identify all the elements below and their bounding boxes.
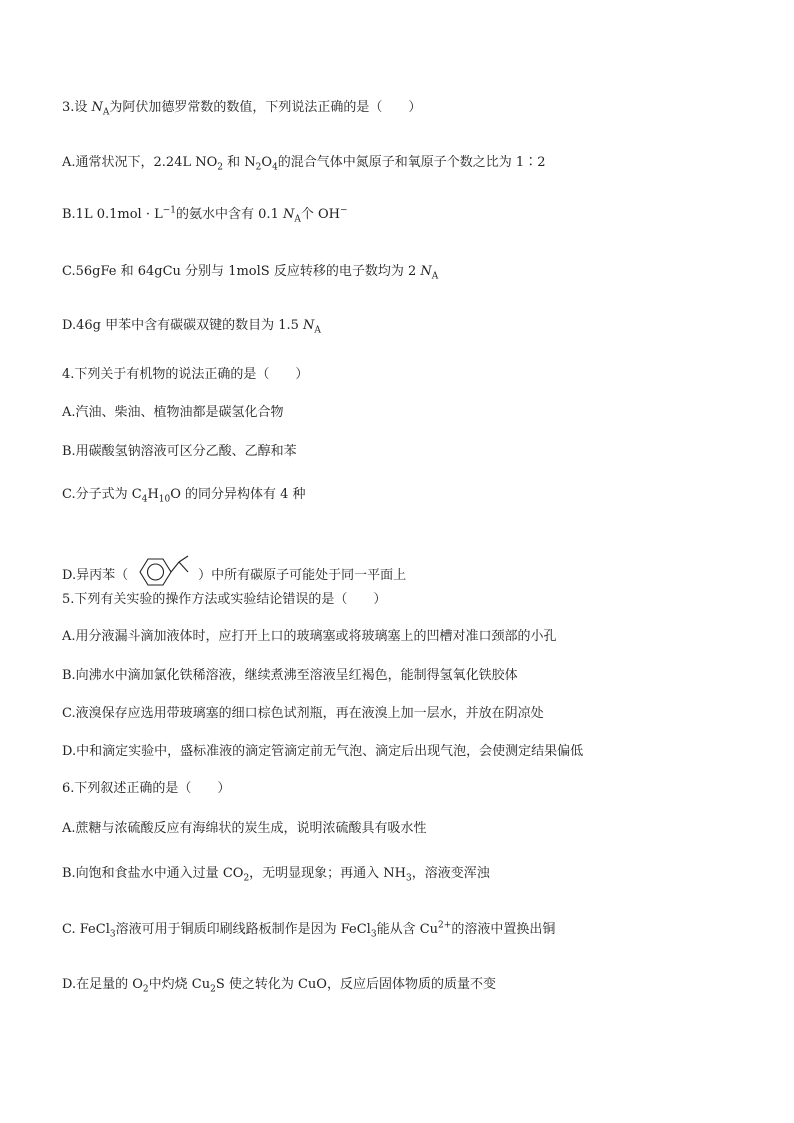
q5-option-b: B.向沸水中滴加氯化铁稀溶液，继续煮沸至溶液呈红褐色，能制得氢氧化铁胶体	[62, 668, 518, 683]
q5-option-a: A.用分液漏斗滴加液体时，应打开上口的玻璃塞或将玻璃塞上的凹槽对准口颈部的小孔	[62, 629, 557, 644]
q3-option-c: C.56gFe 和 64gCu 分别与 1molS 反应转移的电子数均为 2 $N_A$	[62, 264, 439, 282]
q4-option-b: B.用碳酸氢钠溶液可区分乙酸、乙醇和苯	[62, 444, 297, 459]
q5-option-d: D.中和滴定实验中，盛标准液的滴定管滴定前无气泡、滴定后出现气泡，会使测定结果偏低	[62, 744, 584, 759]
q6-option-b: B.向饱和食盐水中通入过量 $CO_2$，无明显现象；再通入 $NH_3$，溶液变浑浊	[62, 866, 490, 884]
q4-option-c: C.分子式为 $C_4H_{10}O$ 的同分异构体有 4 种	[62, 487, 306, 505]
q3-option-d: D.46g 甲苯中含有碳碳双键的数目为 1.5 $N_A$	[62, 318, 321, 336]
q5-option-c: C.液溴保存应选用带玻璃塞的细口棕色试剂瓶，再在液溴上加一层水，并放在阴凉处	[62, 706, 544, 721]
q4-option-d: D.异丙苯（ ）中所有碳原子可能处于同一平面上	[62, 553, 406, 598]
q3-option-b: B.1L $0.1mol \cdot L^{-1}$的氨水中含有 0.1 $N_A$个 OH−	[62, 205, 348, 225]
q5-stem: 5.下列有关实验的操作方法或实验结论错误的是（ ）	[62, 592, 387, 607]
q6-stem: 6.下列叙述正确的是（ ）	[62, 781, 231, 796]
q6-option-c: C. FeCl$_3$溶液可用于铜质印刷线路板制作是因为 FeCl$_3$能从含 $Cu^{2+}$的溶液中置换出铜	[62, 920, 556, 940]
q4-option-a: A.汽油、柴油、植物油都是碳氢化合物	[62, 405, 284, 420]
q4-stem: 4.下列关于有机物的说法正确的是（ ）	[62, 367, 309, 382]
q3-stem: 3.设 $N_A$为阿伏加德罗常数的数值，下列说法正确的是（ ）	[62, 100, 422, 118]
q3-option-a: A.通常状况下，2.24L $NO_2$ 和 $N_2O_4$的混合气体中氮原子和氧原子个数之比为 1∶2	[62, 155, 546, 173]
q6-option-a: A.蔗糖与浓硫酸反应有海绵状的炭生成，说明浓硫酸具有吸水性	[62, 821, 427, 836]
q6-option-d: D.在足量的 $O_2$中灼烧 $Cu_2S$ 使之转化为 CuO，反应后固体物质的质量不变	[62, 977, 496, 995]
